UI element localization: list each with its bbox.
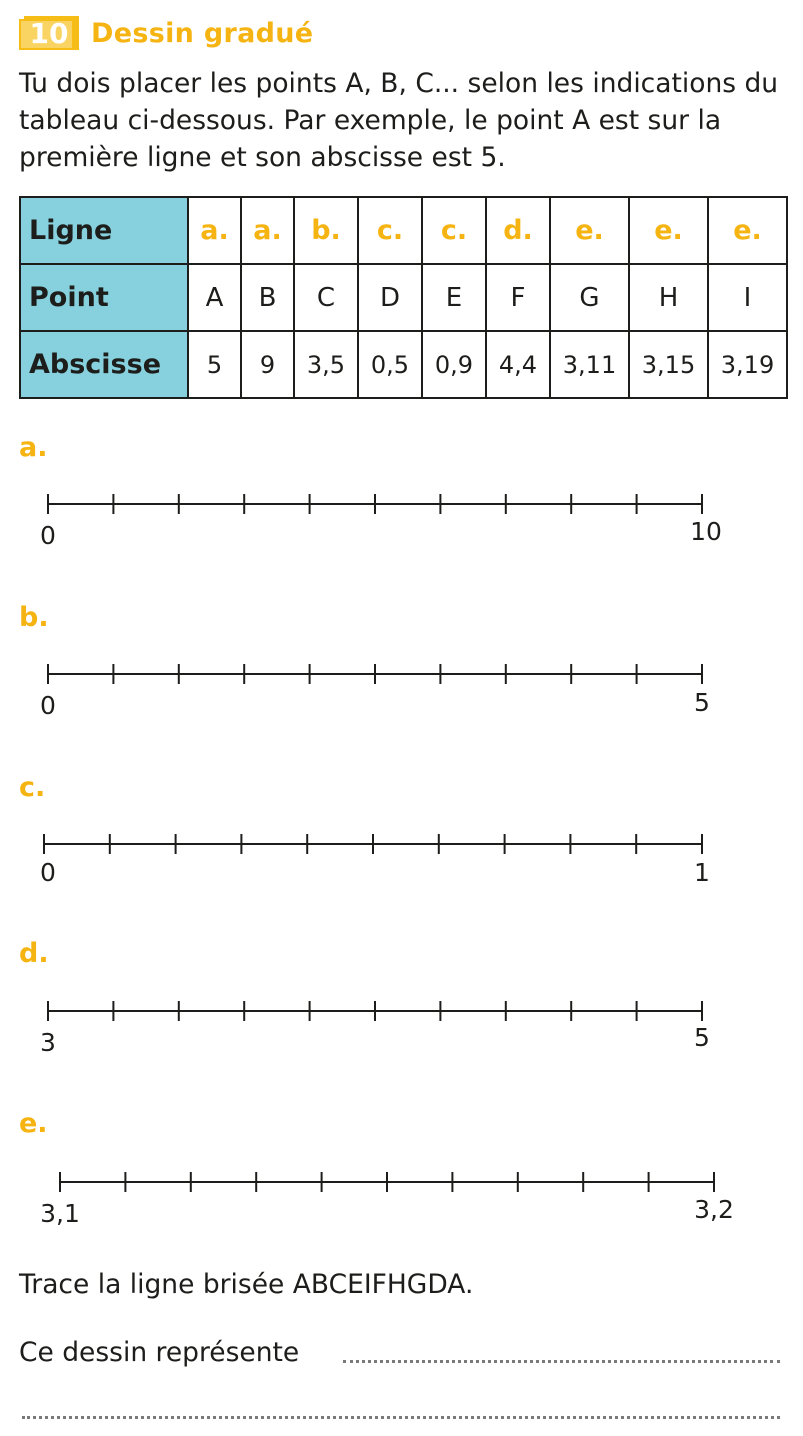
table-cell: d.	[486, 197, 550, 264]
table-row-abscisse	[20, 331, 787, 398]
exercise-header	[19, 14, 313, 52]
instructions-paragraph: Tu dois placer les points A, B, C... selon les indications du tableau ci-dessous. Par exemple, le point A est sur la première ligne et son abscisse est 5.	[19, 68, 779, 173]
section-label-c: c.	[19, 772, 46, 803]
number-line-a-start-label: 0	[40, 521, 56, 550]
row-header-point: Point	[20, 264, 188, 331]
row-header-abscisse: Abscisse	[20, 331, 188, 398]
table-cell: G	[550, 264, 629, 331]
table-cell: 0,9	[422, 331, 486, 398]
number-line-c-start-label: 0	[40, 858, 56, 887]
exercise-number: 10	[29, 17, 69, 50]
table-cell: 3,15	[629, 331, 708, 398]
table-cell: c.	[422, 197, 486, 264]
number-line-d-end-label: 5	[694, 1023, 710, 1052]
table-cell: F	[486, 264, 550, 331]
table-cell: 5	[188, 331, 241, 398]
table-cell: 0,5	[358, 331, 422, 398]
number-line-b-start-label: 0	[40, 691, 56, 720]
table-cell: b.	[294, 197, 358, 264]
table-cell: 3,19	[708, 331, 787, 398]
answer-prompt: Ce dessin représente	[19, 1337, 300, 1368]
table-cell: e.	[629, 197, 708, 264]
section-label-b: b.	[19, 602, 49, 633]
table-cell: a.	[241, 197, 294, 264]
table-cell: I	[708, 264, 787, 331]
table-cell: a.	[188, 197, 241, 264]
number-line-e-end-label: 3,2	[694, 1195, 734, 1224]
table-cell: H	[629, 264, 708, 331]
table-cell: A	[188, 264, 241, 331]
answer-dotted-line-1[interactable]	[343, 1360, 780, 1363]
table-cell: 9	[241, 331, 294, 398]
number-line-c-end-label: 1	[694, 858, 710, 887]
trace-instruction: Trace la ligne brisée ABCEIFHGDA.	[19, 1269, 474, 1300]
number-line-c	[0, 820, 803, 900]
table-cell: B	[241, 264, 294, 331]
section-label-d: d.	[19, 938, 49, 969]
table-cell: c.	[358, 197, 422, 264]
number-line-d-start-label: 3	[40, 1028, 56, 1057]
number-line-a	[0, 480, 803, 560]
table-cell: C	[294, 264, 358, 331]
section-label-a: a.	[19, 432, 48, 463]
table-cell: 4,4	[486, 331, 550, 398]
table-cell: D	[358, 264, 422, 331]
number-line-e-start-label: 3,1	[40, 1199, 80, 1228]
table-cell: 3,11	[550, 331, 629, 398]
table-row-ligne	[20, 197, 787, 264]
table-cell: E	[422, 264, 486, 331]
table-cell: 3,5	[294, 331, 358, 398]
table-row-point	[20, 264, 787, 331]
number-line-b-end-label: 5	[694, 688, 710, 717]
number-line-a-end-label: 10	[690, 517, 722, 546]
number-line-d	[0, 987, 803, 1067]
table-cell: e.	[550, 197, 629, 264]
answer-dotted-line-2[interactable]	[22, 1416, 780, 1419]
exercise-title: Dessin gradué	[91, 17, 314, 49]
section-label-e: e.	[19, 1108, 48, 1139]
number-line-b	[0, 650, 803, 730]
number-line-e	[0, 1158, 803, 1238]
row-header-ligne: Ligne	[20, 197, 188, 264]
exercise-number-badge	[19, 16, 79, 50]
points-table	[19, 196, 788, 399]
table-cell: e.	[708, 197, 787, 264]
